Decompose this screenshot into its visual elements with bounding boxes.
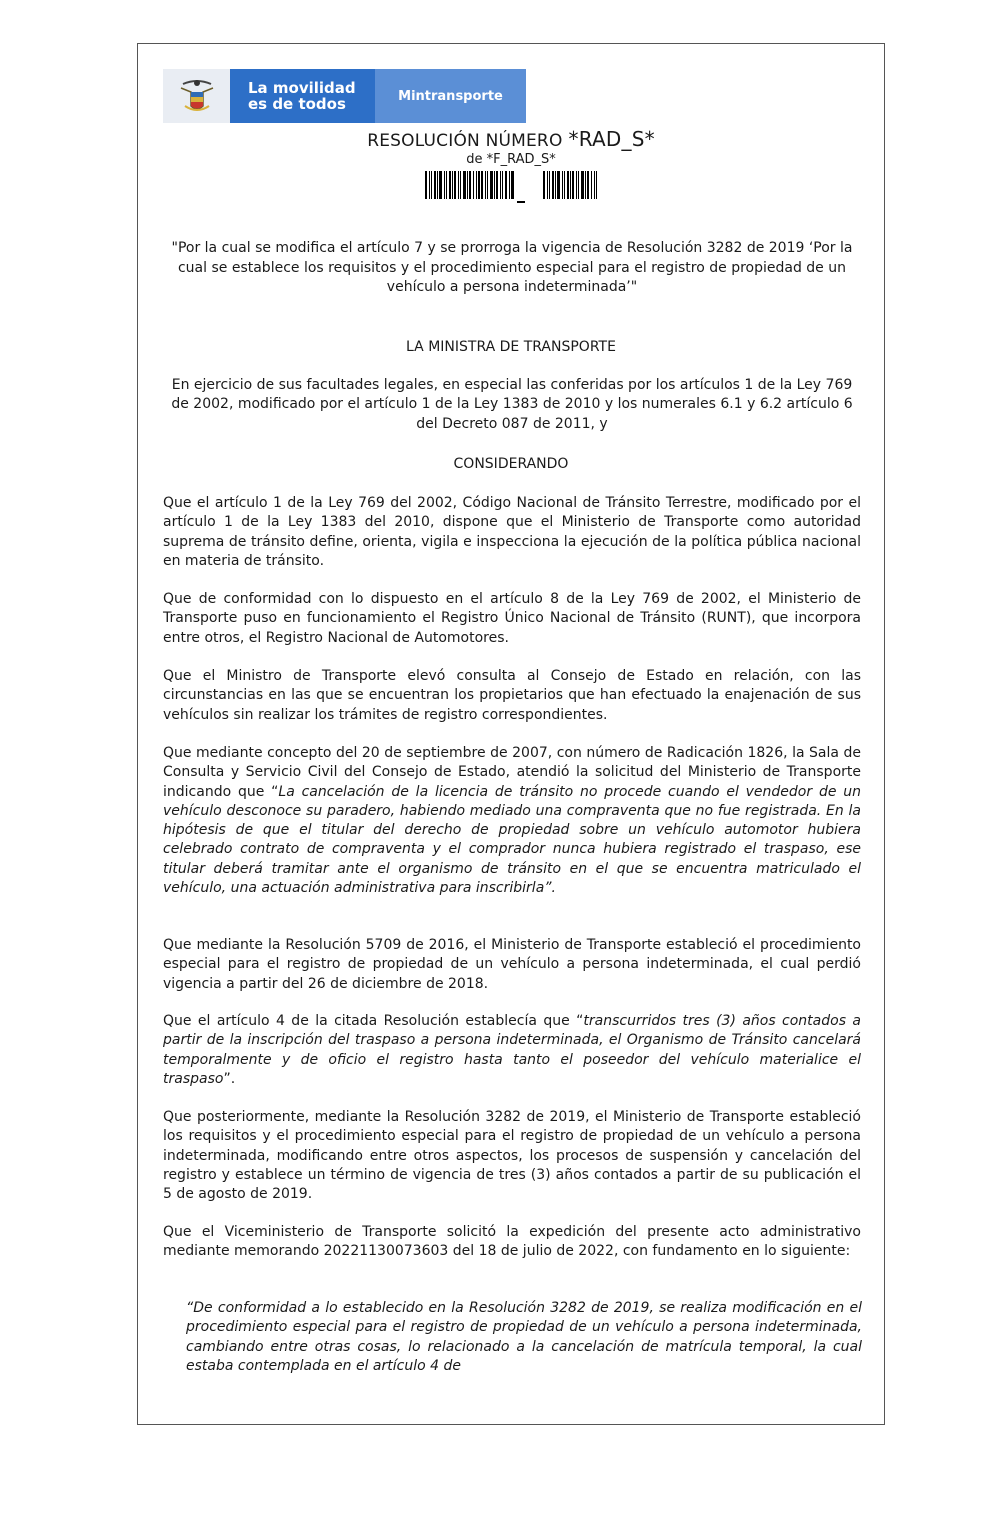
memo-quote-block: “De conformidad a lo establecido en la Resolución 3282 de 2019, se realiza modificación en el procedimiento especial para el registro de propiedad de un vehículo a persona indeterminada, cambiando entre otras cosas, lo relacionado a la cancelación de matrícula temporal, la cual estaba contemplada en el artículo 4 de (186, 1300, 862, 1374)
paragraph-6-lead: Que el artículo 4 de la citada Resolución establecía que “ (163, 1013, 584, 1029)
considerando-heading: CONSIDERANDO (453, 456, 569, 472)
ministry-name: Mintransporte (375, 69, 526, 123)
resolution-title-text: RESOLUCIÓN NÚMERO (367, 131, 563, 151)
paragraph-1: Que el artículo 1 de la Ley 769 del 2002, Código Nacional de Tránsito Terrestre, modificado por el artículo 1 de la Ley 1383 del 2010, dispone que el Ministerio de Transporte como autoridad suprema de tránsito define, orienta, vigila e inspecciona la ejecución de la política pública nacional en materia de tránsito. (163, 495, 861, 569)
coat-of-arms-logo (163, 69, 230, 123)
paragraph-7: Que posteriormente, mediante la Resolución 3282 de 2019, el Ministerio de Transporte estableció los requisitos y el procedimiento especial para el registro de propiedad de un vehículo a persona indeterminada, modificando entre otros aspectos, los procesos de suspensión y cancelación del registro y establece un término de vigencia de tres (3) años contados a partir de su publicación el 5 de agosto de 2019. (163, 1109, 861, 1203)
barcode-image (425, 171, 597, 205)
document-page (137, 43, 885, 1425)
slogan-line-2: es de todos (248, 95, 346, 113)
paragraph-6 (163, 1012, 861, 1089)
resolution-number: *RAD_S* (568, 127, 655, 151)
paragraph-6-quote: transcurridos tres (3) años contados a partir de la inscripción del traspaso a persona indeterminada, el Organismo de Tránsito cancelará temporalmente y de oficio el registro hasta tanto el poseedor del vehículo materialice el traspaso (163, 1013, 861, 1087)
slogan-line-1: La movilidad (248, 79, 356, 97)
paragraph-4-lead: Que mediante concepto del 20 de septiembre de 2007, con número de Radicación 1826, la Sala de Consulta y Servicio Civil del Consejo de Estado, atendió la solicitud del Ministerio de Transporte indicando que “ (163, 745, 861, 800)
resolution-date: de *F_RAD_S* (466, 152, 556, 167)
paragraph-6-tail: ”. (223, 1070, 236, 1087)
faculties-paragraph: En ejercicio de sus facultades legales, en especial las conferidas por los artículos 1 de la Ley 769 de 2002, modificado por el artículo 1 de la Ley 1383 de 2010 y los numerales 6.1 y 6.2 artículo 6 del Decreto 087 de 2011, y (171, 377, 853, 432)
paragraph-5: Que mediante la Resolución 5709 de 2016, el Ministerio de Transporte estableció el procedimiento especial para el registro de propiedad de un vehículo a persona indeterminada, el cual perdió vigencia a partir del 26 de diciembre de 2018. (163, 937, 861, 992)
paragraph-2: Que de conformidad con lo dispuesto en el artículo 8 de la Ley 769 de 2002, el Ministerio de Transporte puso en funcionamiento el Registro Único Nacional de Tránsito (RUNT), que incorpora entre otros, el Registro Nacional de Automotores. (163, 591, 861, 646)
signer-heading: LA MINISTRA DE TRANSPORTE (406, 339, 616, 355)
header-banner (163, 69, 526, 123)
resolution-title (138, 127, 884, 151)
colombia-shield-icon (177, 76, 217, 116)
paragraph-4 (163, 744, 861, 898)
resolution-subject: "Por la cual se modifica el artículo 7 y se prorroga la vigencia de Resolución 3282 de 2019 ‘Por la cual se establece los requisitos y el procedimiento especial para el registro de propiedad de un vehículo a persona indeterminada’" (171, 240, 853, 295)
paragraph-8: Que el Viceministerio de Transporte solicitó la expedición del presente acto administrativo mediante memorando 20221130073603 del 18 de julio de 2022, con fundamento en lo siguiente: (163, 1224, 861, 1260)
movilidad-slogan (230, 69, 375, 123)
paragraph-3: Que el Ministro de Transporte elevó consulta al Consejo de Estado en relación, con las circunstancias en las que se encuentran los propietarios que han efectuado la enajenación de sus vehículos sin realizar los trámites de registro correspondientes. (163, 668, 861, 723)
paragraph-4-quote: La cancelación de la licencia de tránsito no procede cuando el vendedor de un vehículo desconoce su paradero, habiendo mediado una compraventa que no fue registrada. En la hipótesis de que el titular del derecho de propiedad sobre un vehículo automotor hubiera celebrado contrato de compraventa y el comprador nunca hubiera registrado el traspaso, ese titular deberá tramitar ante el organismo de tránsito en el que se encuentra matriculado el vehículo, una actuación administrativa para inscribirla”. (163, 783, 861, 897)
